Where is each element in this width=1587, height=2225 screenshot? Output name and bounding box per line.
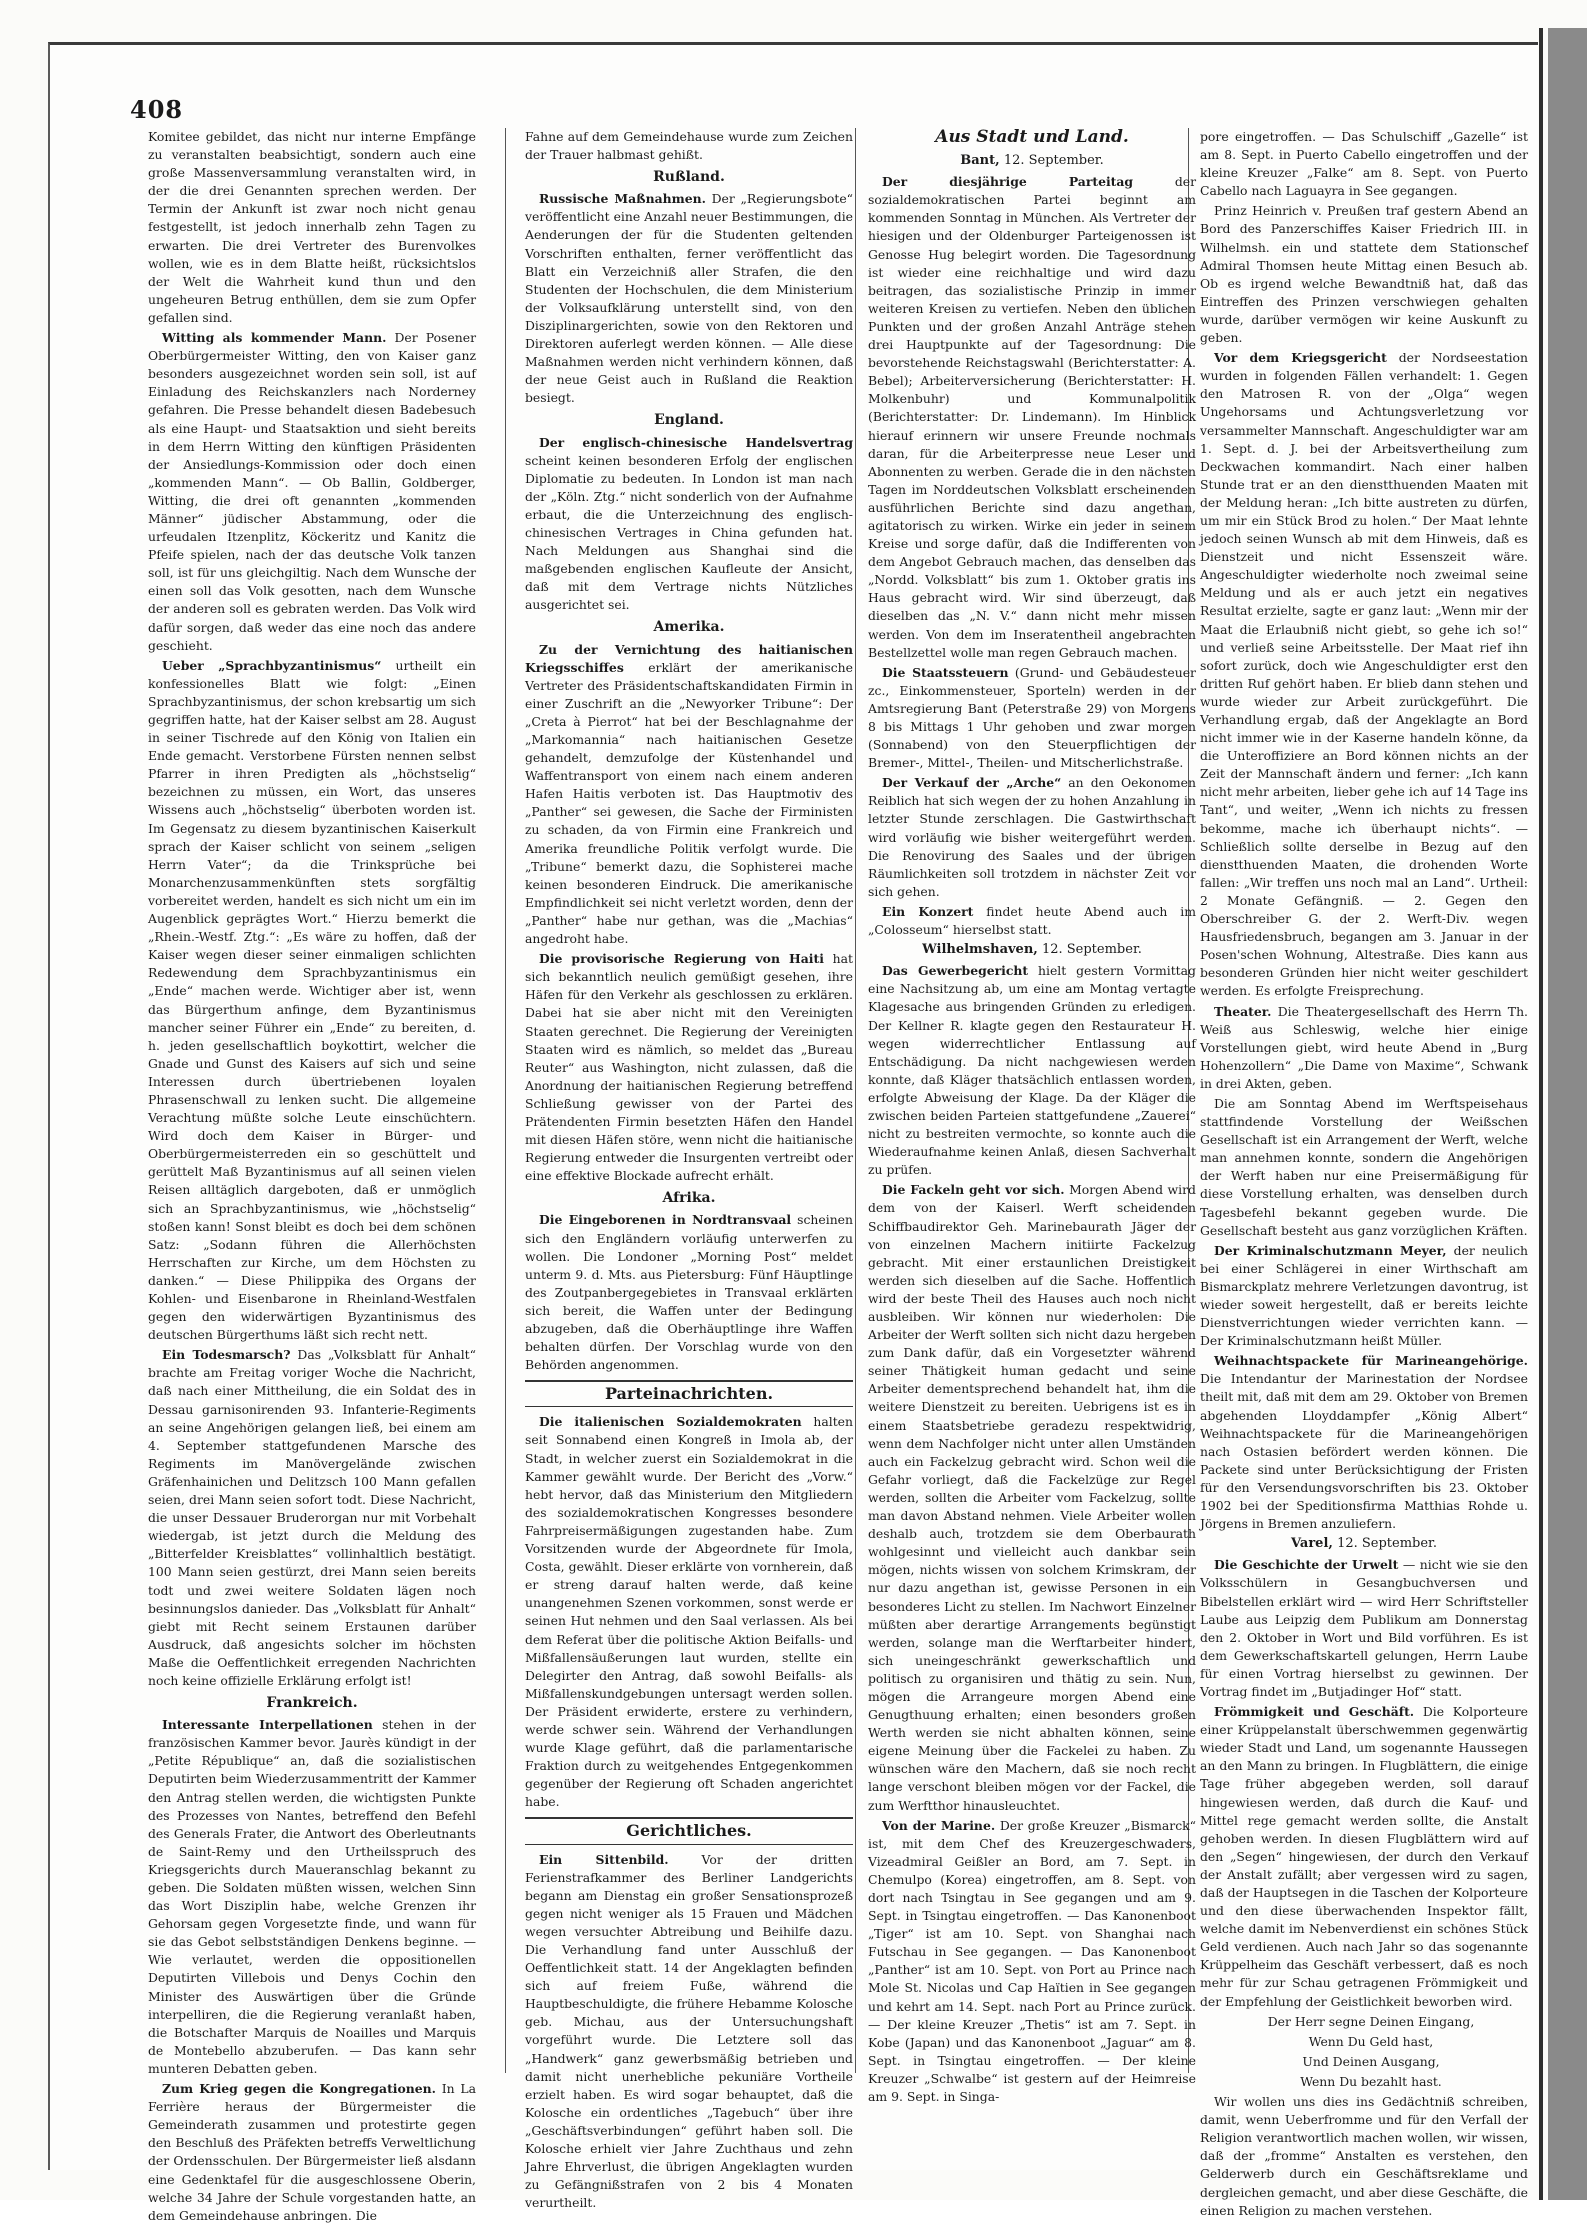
article-paragraph: [148, 657, 476, 1345]
article-paragraph: Die am Sonntag Abend im Werftspeisehaus stattfindende Vorstellung der Weißschen Gesellschaft ist ein Arrangement der Werft, welche man annehmen konnte, sondern die Angehörigen der Werft haben nur eine Preisermäßigung für diese Vorstellung erhalten, was denselben durch Tagesbefehl bekannt gegeben wurde. Die Gesellschaft besteht aus ganz vorzüglichen Kräften.: [1200, 1095, 1528, 1238]
verse-line: Wenn Du bezahlt hast.: [1300, 2073, 1442, 2089]
article-lead: Die italienischen Sozialdemokraten: [539, 1414, 802, 1430]
dateline: [1200, 1535, 1528, 1553]
dateline-date: 12. September.: [1003, 153, 1104, 169]
section-heading-gerichtliches: Gerichtliches.: [525, 1817, 853, 1844]
article-lead: Der diesjährige Parteitag: [882, 174, 1134, 190]
article-paragraph: [525, 1211, 853, 1374]
article-text: hat sich bekanntlich neulich gemüßigt gesehen, ihre Häfen für den Verkehr als geschlossen zu erklären. Dabei hat sie aber nicht mit den Vereinigten Staaten gerechnet. Die Regierung der Vereinigten Staaten wird es nämlich, so meldet das „Bureau Reuter“ aus Washington, nicht zulassen, daß die Anordnung der haitianischen Regierung betreffend Schließung gewisser von der Partei des Prätendenten Firmin besetzten Häfen den Handel mit diesen Häfen störe, wenn nicht die haitianische Regierung entweder die Insurgenten vertreibt oder eine effektive Blockade aufrecht erhält.: [525, 951, 853, 1184]
section-heading-russland: Rußland.: [653, 169, 725, 186]
article-paragraph: [868, 962, 1196, 1179]
article-paragraph: [525, 190, 853, 407]
verse-line: Und Deinen Ausgang,: [1302, 2053, 1440, 2069]
article-lead: Zum Krieg gegen die Kongregationen.: [162, 2081, 436, 2097]
article-lead: Der Kriminalschutzmann Meyer,: [1214, 1242, 1447, 1258]
verse-line: Der Herr segne Deinen Eingang,: [1267, 2013, 1475, 2029]
article-lead: Russische Maßnahmen.: [539, 191, 706, 207]
article-text: findet heute Abend auch im „Colosseum“ hierselbst statt.: [868, 903, 1196, 938]
section-heading-amerika: Amerika.: [653, 619, 725, 636]
article-text: scheint keinen besonderen Erfolg der englischen Diplomatie zu bedeuten. In London ist man nach der „Köln. Ztg.“ nicht sonderlich von der Aufnahme erbaut, die die Unterzeichnung des englisch-chinesischen Vertrages in China gefunden hat. Nach Meldungen aus Shanghai sind die maßgebenden englischen Kaufleute der Ansicht, daß mit dem Vertrage nichts Nützliches ausgerichtet sei.: [525, 452, 853, 613]
article-lead: Ein Konzert: [882, 903, 974, 919]
verse-line: Wenn Du Geld hast,: [1308, 2033, 1434, 2049]
article-lead: Ein Sittenbild.: [539, 1851, 669, 1867]
article-text: hielt gestern Vormittag eine Nachsitzung ab, um eine am Montag vertagte Klagesache aus bringenden Gründen zu erledigen. Der Kellner R. klagte gegen den Restaurateur H. wegen widerrechtlicher Entlassung auf Entschädigung. Da nicht nachgewiesen werden konnte, daß Kläger thatsächlich entlassen worden, erfolgte Abweisung der Klage. Da der Kläger die zwischen beiden Parteien stattgefundene „Zauerei“ nicht zu bestreiten vermochte, so konnte auch die Wiederaufnahme keinen Anlaß, diesen Sachverhalt zu prüfen.: [868, 963, 1196, 1178]
article-paragraph: Komitee gebildet, das nicht nur interne Empfänge zu veranstalten beabsichtigt, sondern auch eine große Massenversammlung veranstalten wird, in der die drei Genannten sprechen werden. Der Termin der Ankunft ist zwar noch nicht genau festgestellt, ist jedoch innerhalb zehn Tagen zu erwarten. Die drei Vertreter des Burenvolkes wollen, wie es in dem Blatte heißt, rücksichtslos der Welt die Wahrheit kund thun und den ungeheuren Betrug enthüllen, dem sie zum Opfer gefallen sind.: [148, 129, 476, 325]
article-paragraph: [148, 2080, 476, 2225]
article-paragraph: [1200, 1242, 1528, 1351]
article-paragraph: [1200, 1003, 1528, 1093]
article-paragraph: [525, 641, 853, 949]
article-paragraph: [525, 950, 853, 1185]
article-lead: Ein Todesmarsch?: [162, 1347, 291, 1363]
article-text: an den Oekonomen Reiblich hat sich wegen der zu hohen Anzahlung in letzter Stunde zerschlagen. Die Gastwirthschaft wird vorläufig wie bisher weitergeführt werden. Die Renovirung des Saales und der übrigen Räumlichkeiten soll trotzdem in nächster Zeit vor sich gehen.: [868, 775, 1196, 899]
column-4: [1200, 128, 1528, 2218]
article-paragraph: [868, 1817, 1196, 2107]
article-text: — nicht wie sie den Volksschülern in Gesangbuchversen und Bibelstellen erklärt wird — wird Herr Schriftsteller Laube aus Leipzig dem Publikum am Donnerstag den 2. Oktober in Wort und Bild vorführen. Es ist dem Gewerkschaftskartell gelungen, Herrn Laube für einen Vortrag hierselbst zu gewinnen. Der Vortrag findet im „Butjadinger Hof“ statt.: [1200, 1557, 1528, 1699]
article-lead: Das Gewerbegericht: [882, 963, 1029, 979]
section-header-aus-stadt-und-land: Aus Stadt und Land.: [935, 127, 1129, 147]
article-paragraph: Wir wollen uns dies ins Gedächtniß schreiben, damit, wenn Ueberfromme und für den Verfall der Religion verantwortlich machen wollen, wir wissen, daß der „fromme“ Anstalten es verstehen, den Gelderwerb durch ein Geschäftsreklame und dergleichen gemacht, und aber diese Geschäfte, die einen Religion zu machen verstehen.: [1200, 2094, 1528, 2218]
article-text: Morgen Abend wird dem von der Kaiserl. Werft scheidenden Schiffbaudirektor Geh. Marinebaurath Jäger der von einzelnen Machern initiirte Fackelzug gebracht. Mit einer erstaunlichen Dreistigkeit werden sich dieselben auf die Sache. Hoffentlich wird der beste Theil des Hauses auch noch nicht ausbleiben. Wir können nur wiederholen: Die Arbeiter der Werft sollten sich nicht dazu hergeben zum Dank dafür, daß ein Vorgesetzter während seiner Thätigkeit human gedacht und seine Arbeiter dementsprechend behandelt hat, ihm die weitere Dienstzeit zu bereiten. Uebrigens ist es in einem Staatsbetriebe geradezu respektwidrig, wenn dem Nachfolger nicht unter allen Umständen auch ein Fackelzug gebracht wird. Schon weil die Gefahr vorliegt, daß die Fackelzüge zur Regel werden, sollten die Arbeiter vom Fackelzug, sollte man davon Abstand nehmen. Viele Arbeiter wollen deshalb auch, trotzdem sie dem Oberbaurath wohlgesinnt und vielleicht auch dankbar sein mögen, nichts wissen von solchem Krimskram, der nur dazu angethan ist, gewisse Personen in ein besonderes Licht zu stellen. Im Nachwort Einzelner müßten aber derartige Arrangements begünstigt werden, solange man die Werftarbeiter hindert, sich uneingeschränkt gewerkschaftlich und politisch zu organisiren und thätig zu sein. Nun, mögen die Arrangeure morgen Abend eine Genugthuung erhalten; einen besonders großen Werth werden sie nicht abhalten können, seine eigene Meinung über die Fackelei zu haben. Zu wünschen wäre den Machern, daß sie noch recht lange verschont bleiben mögen vor der Fackel, die zum Werftthor hinausleuchtet.: [868, 1182, 1196, 1813]
article-paragraph: pore eingetroffen. — Das Schulschiff „Gazelle“ ist am 8. Sept. in Puerto Cabello eingetroffen und der kleine Kreuzer „Falke“ am 8. Sept. von Puerto Cabello nach Laguayra in See gegangen.: [1200, 129, 1528, 199]
article-paragraph: [148, 1346, 476, 1690]
article-text: Vor der dritten Ferienstrafkammer des Berliner Landgerichts begann am Dienstag ein großer Sensationsprozeß gegen nicht weniger als 15 Frauen und Mädchen wegen versuchter Abtreibung und Beihilfe dazu. Die Verhandlung fand unter Ausschluß der Oeffentlichkeit statt. 14 der Angeklagten befinden sich auf freiem Fuße, während die Hauptbeschuldigte, die frühere Hebamme Kolosche geb. Michau, aus der Untersuchungshaft vorgeführt wurde. Die Letztere soll das „Handwerk“ ganz gewerbsmäßig betrieben und damit nicht unerhebliche pekuniäre Vortheile erzielt haben. Es wird sogar behauptet, daß die Kolosche ein ordentliches „Tagebuch“ über ihre „Geschäftsverbindungen“ geführt haben soll. Die Kolosche erhielt vier Jahre Zuchthaus und zehn Jahre Ehrverlust, die übrigen Angeklagten wurden zu Gefängnißstrafen von 2 bis 4 Monaten verurtheilt.: [525, 1851, 853, 2211]
article-lead: Ueber „Sprachbyzantinismus“: [162, 657, 382, 673]
article-paragraph: [1200, 349, 1528, 1000]
article-text: Der große Kreuzer „Bismarck“ ist, mit dem Chef des Kreuzergeschwaders, Vizeadmiral Geißler an Bord, am 7. Sept. in Chemulpo (Korea) eingetroffen, am 8. Sept. von dort nach Tsingtau in See gegangen und am 9. Sept. in Tsingtau eingetroffen. — Das Kanonenboot „Tiger“ ist am 10. Sept. von Shanghai nach Futschau in See gegangen. — Das Kanonenboot „Panther“ ist am 10. Sept. von Port au Prince nach Mole St. Nicolas und Cap Haïtien in See gegangen und kehrt am 14. Sept. nach Port au Prince zurück. — Der kleine Kreuzer „Thetis“ ist am 7. Sept. in Kobe (Japan) und das Kanonenboot „Jaguar“ am 8. Sept. in Tsingtau eingetroffen. — Der kleine Kreuzer „Schwalbe“ ist gestern auf der Heimreise am 9. Sept. in Singa-: [868, 1817, 1196, 2105]
section-heading-england: England.: [654, 412, 724, 429]
article-lead: Weihnachtspackete für Marineangehörige.: [1214, 1353, 1528, 1369]
article-lead: Die Fackeln geht vor sich.: [882, 1182, 1065, 1198]
article-lead: Vor dem Kriegsgericht: [1214, 350, 1387, 366]
article-lead: Die provisorische Regierung von Haiti: [539, 951, 824, 967]
article-paragraph: [868, 173, 1196, 662]
dateline-place: Bant,: [960, 153, 1000, 169]
dateline: [868, 152, 1196, 170]
dateline-date: 12. September.: [1337, 1536, 1437, 1552]
article-lead: Theater.: [1214, 1003, 1272, 1019]
article-text: stehen in der französischen Kammer bevor. Jaurès kündigt in der „Petite République“ an, daß die sozialistischen Deputirten beim Wiederzusammentritt der Kammer den Antrag stellen werden, die wichtigsten Punkte des Prozesses von Nantes, betreffend den Befehl des Generals Frater, die Antwort des Oberleutnants de Saint-Remy und den Urtheilsspruch des Kriegsgerichts durch Maueranschlag bekannt zu geben. Die Soldaten müßten wissen, welchen Sinn das Wort Disziplin habe, welche Grenzen ihr Gehorsam gegen Vorgesetzte finde, und wann für sie das Gebot selbstständigen Denkens beginne. — Wie verlautet, werden die oppositionellen Deputirten Villebois und Denys Cochin den Minister des Auswärtigen über die Gründe interpelliren, die die Regierung veranlaßt haben, die Botschafter Marquis de Noailles und Marquis de Montebello abzuberufen. — Das kann sehr munteren Debatten geben.: [148, 1717, 476, 2076]
dateline-date: 12. September.: [1041, 942, 1142, 958]
article-paragraph: [525, 1413, 853, 1811]
section-heading-parteinachrichten: Parteinachrichten.: [525, 1380, 853, 1407]
article-paragraph: [868, 1181, 1196, 1814]
page-binding: [1548, 28, 1587, 2200]
article-paragraph: [1200, 1556, 1528, 1701]
article-lead: Die Staatssteuern: [882, 664, 1009, 680]
dateline-place: Varel,: [1291, 1536, 1333, 1552]
article-text: halten seit Sonnabend einen Kongreß in Imola ab, der Stadt, in welcher zuerst ein Sozialdemokrat in die Kammer gewählt wurde. Der Bericht des „Vorw.“ hebt hervor, daß das Ministerium den Mitgliedern des sozialdemokratischen Kongresses besondere Fahrpreisermäßigungen zugestanden habe. Zum Vorsitzenden wurde der Abgeordnete für Imola, Costa, gewählt. Dieser erklärte von vornherein, daß er streng darauf halten werde, daß keine unangenehmen Szenen vorkommen, sonst werde er seinen Hut nehmen und den Saal verlassen. Als bei dem Referat über die politische Aktion Beifalls- und Mißfallensäußerungen laut wurden, stellte ein Delegirter den Antrag, daß sowohl Beifalls- als Mißfallenskundgebungen untersagt werden sollen. Der Präsident erwiderte, erstere zu verhindern, werde schwer sein. Während der Verhandlungen wurde Klage geführt, daß die parlamentarische Fraktion durch zu weitgehendes Entgegenkommen gegenüber der Regierung oft Schaden angerichtet habe.: [525, 1414, 853, 1810]
article-lead: Der englisch-chinesische Handelsvertrag: [539, 434, 853, 450]
article-text: urtheilt ein konfessionelles Blatt wie folgt: „Einen Sprachbyzantinismus, der schon krebsartig um sich gegriffen hatte, hat der Kaiser selbst am 28. August in seiner Tischrede auf den König von Italien ein Ende gemacht. Verstorbene Fürsten nennen selbst Pfarrer in ihren Predigten als „höchstselig“ bezeichnen zu müssen, ein Wort, das unseres Wissens auch „höchstselig“ überboten worden ist. Im Gegensatz zu diesem byzantinischen Kaiserkult sprach der Kaiser schlicht von seinem „seligen Herrn Vater“; da die Trinksprüche bei Monarchenzusammenkünften stets sorgfältig vorbereitet werden, handelt es sich nicht um ein im Augenblick geprägtes Wort.“ Hierzu bemerkt die „Rhein.-Westf. Ztg.“: „Es wäre zu hoffen, daß der Kaiser wegen dieser seiner einmaligen schlichten Redewendung dem Sprachbyzantinismus ein „Ende“ machen werde. Wichtiger aber ist, wenn das Bürgerthum anfinge, dem Byzantinismus mancher seiner Führer ein „Ende“ zu bereiten, d. h. jeden gesellschaftlich boykottirt, welcher die Gnade und Gunst des Kaisers auf sich und seine Interessen durch übertriebenen loyalen Phrasenschwall zu lenken sucht. Die allgemeine Verachtung müßte solche Leute einschüchtern. Wird doch dem Kaiser in Bürger- und Oberbürgermeisterreden ein so geschüttelt und gerüttelt Maß Byzantinismus auf all seinen vielen Reisen alltäglich dargeboten, daß er unmöglich sich an Sprachbyzantinismus, wie „höchstselig“ stoßen kann! Sonst bleibt es doch bei dem schönen Satz: „Sodann führen die Allerhöchsten Herrschaften zur Kirche, um dem Höchsten zu danken.“ — Diese Philippika des Organs der Kohlen- und Eisenbarone in Rheinland-Westfalen gegen den widerwärtigen Byzantinismus des deutschen Bürgerthums läßt sich recht nett.: [148, 657, 476, 1343]
column-2: [525, 128, 853, 2211]
article-lead: Die Geschichte der Urwelt: [1214, 1557, 1399, 1573]
article-text: Der „Regierungsbote“ veröffentlicht eine Anzahl neuer Bestimmungen, die Aenderungen der für die Studenten geltenden Vorschriften enthalten, ferner veröffentlicht das Blatt ein Verzeichniß aller Strafen, die den Studenten der Hochschulen, die dem Ministerium der Volksaufklärung unterstellt sind, von den Disziplinargerichten, sowie von den Rektoren und Direktoren auferlegt werden können. — Alle diese Maßnahmen werden nicht verhindern können, daß der neue Geist auch in Rußland die Reaktion besiegt.: [525, 191, 853, 406]
article-text: erklärt der amerikanische Vertreter des Präsidentschaftskandidaten Firmin in einer Zuschrift an die „Newyorker Tribune“: Der „Creta à Pierrot“ hat bei der Beschlagnahme der „Markomannia“ nach haitianischen Gesetze gehandelt, demzufolge der Küstenhandel und Waffentransport von einem nach einem anderen Hafen Haitis verboten ist. Das Hauptmotiv des „Panther“ sei gewesen, die Sache der Firministen zu schaden, da von Firmin eine Frankreich und Amerika freundliche Politik verfolgt wurde. Die „Tribune“ bemerkt dazu, die Sophisterei mache keinen besonderen Eindruck. Die amerikanische Empfindlichkeit sei nicht verletzt worden, denn der „Panther“ habe nur gethan, was die „Machias“ angedroht habe.: [525, 659, 853, 947]
article-text: (Grund- und Gebäudesteuer zc., Einkommensteuer, Sporteln) werden in der Amtsregierung Bant (Peterstraße 29) von Morgens 8 bis Mittags 1 Uhr gehoben und zwar morgen (Sonnabend) von den Steuerpflichtigen der Bremer-, Mittel-, Theilen- und Mitscherlichstraße.: [868, 664, 1196, 771]
column-3: [868, 127, 1196, 2105]
column-rule: [855, 128, 856, 2073]
article-lead: Zu der Vernichtung des haitianischen Kriegsschiffes: [525, 641, 853, 675]
article-lead: Von der Marine.: [882, 1817, 996, 1833]
article-text: Die Intendantur der Marinestation der Nordsee theilt mit, daß mit dem am 29. Oktober von Bremen abgehenden Lloyddampfer „König Albert“ Weihnachtspackete für die Marineangehörigen nach Ostasien befördert werden können. Die Packete sind unter Berücksichtigung der Fristen für den Versendungsvorschriften bis 23. Oktober 1902 bei der Speditionsfirma Matthias Rohde u. Jörgens in Bremen anzuliefern.: [1200, 1371, 1528, 1532]
article-text: Die Theatergesellschaft des Herrn Th. Weiß aus Schleswig, welche hier einige Vorstellungen giebt, wird heute Abend in „Burg Hohenzollern“ „Die Dame von Maxime“, Schwank in drei Akten, geben.: [1200, 1003, 1528, 1091]
article-text: In La Ferrière heraus der Bürgermeister die Gemeinderath zusammen und protestirte gegen den Beschluß des Präfekten betreffs Verweltlichung der Ordensschulen. Der Bürgermeister ließ alsdann eine Gedenktafel für die ausgeschlossene Oberin, welche 34 Jahre der Schule vorgestanden hatte, an dem Gemeindehause anbringen. Die: [148, 2081, 476, 2223]
dateline: [868, 941, 1196, 959]
article-lead: Witting als kommender Mann.: [162, 330, 387, 346]
article-paragraph: [1200, 1352, 1528, 1533]
article-paragraph: [868, 774, 1196, 901]
column-1: [148, 128, 476, 2223]
page-number: 408: [130, 95, 184, 124]
article-paragraph: [868, 664, 1196, 773]
article-paragraph: [148, 329, 476, 655]
column-rule: [505, 128, 506, 2073]
article-paragraph: Prinz Heinrich v. Preußen traf gestern Abend an Bord des Panzerschiffes Kaiser Friedrich III. in Wilhelmsh. ein und stattete dem Stationschef Admiral Thomsen heute Mittag einen Besuch ab. Ob es irgend welche Bewandtniß hat, daß das Eintreffen des Prinzen verschwiegen gehalten wurde, darüber vermögen wir keine Auskunft zu geben.: [1200, 203, 1528, 346]
article-paragraph: [148, 1716, 476, 2078]
article-lead: Die Eingeborenen in Nordtransvaal: [539, 1212, 792, 1228]
binding-edge: [1539, 28, 1543, 2200]
article-lead: Interessante Interpellationen: [162, 1717, 373, 1733]
article-text: Das „Volksblatt für Anhalt“ brachte am Freitag voriger Woche die Nachricht, daß nach einer Mittheilung, die ein Soldat des in Dessau garnisonirenden 93. Infanterie-Regiments an seine Angehörigen gelangen ließ, bei einem am 4. September stattgefundenen Marsche des Regiments im Manövergelände zwischen Gräfenhainichen und Delitzsch 100 Mann gefallen seien, drei Mann seien sofort todt. Diese Nachricht, die unser Dessauer Bruderorgan nur mit Vorbehalt wiedergab, ist jetzt durch die Meldung des „Bitterfelder Kreisblattes“ vollinhaltlich bestätigt. 100 Mann seien gestürzt, drei Mann seien bereits todt und zwei weitere Soldaten lägen noch besinnungslos danieder. Das „Volksblatt für Anhalt“ giebt mit Recht seinem Erstaunen darüber Ausdruck, daß angesichts solcher im höchsten Maße die Oeffentlichkeit erregenden Nachrichten noch keine offizielle Erklärung erfolgt ist!: [148, 1347, 476, 1688]
article-paragraph: [1200, 1703, 1528, 2011]
article-paragraph: Fahne auf dem Gemeindehause wurde zum Zeichen der Trauer halbmast gehißt.: [525, 129, 853, 163]
dateline-place: Wilhelmshaven,: [922, 942, 1038, 958]
article-text: Der Posener Oberbürgermeister Witting, den von Kaiser ganz besonders ausgezeichnet worden sein soll, ist auf Einladung des Reichskanzlers nach Norderney gefahren. Die Presse behandelt diesen Badebesuch als eine Haupt- und Staatsaktion und sieht bereits in dem Herrn Witting den künftigen Präsidenten der Ansiedlungs-Kommission oder doch einen „kommenden Mann“. — Ob Ballin, Goldberger, Witting, die drei oft genannten „kommenden Männer“ jüdischer Abstammung, oder die urfeudalen Itzenplitz, Köckeritz und Kanitz die Pfeife spielen, nach der das deutsche Volk tanzen soll, ist für uns gleichgiltig. Nach dem Wunsche der einen soll das Volk gesotten, nach dem Wunsche der anderen soll es gebraten werden. Das Volk wird dafür sorgen, daß weder das eine noch das andere geschieht.: [148, 330, 476, 653]
article-text: der Nordseestation wurden in folgenden Fällen verhandelt: 1. Gegen den Matrosen R. von der „Olga“ wegen Ungehorsams und Achtungsverletzung vor versammelter Mannschaft. Angeschuldigter war am 1. Sept. d. J. bei der Arbeitsvertheilung zum Deckwachen kommandirt. Nach einer halben Stunde trat er an den dienstthuenden Maaten mit der Meldung heran: „Ich bitte austreten zu dürfen, um mir ein Stück Brod zu holen.“ Der Maat lehnte jedoch seinen Wunsch ab mit dem Hinweis, daß es Dienstzeit und nicht Essenszeit wäre. Angeschuldigter wiederholte noch zweimal seine Meldung und als er auch jetzt ein negatives Resultat erzielte, sagte er ganz laut: „Wenn mir der Maat die Erlaubniß nicht giebt, so gehe ich so!“ und verließ seine Arbeitsstelle. Der Maat rief ihn sofort zurück, doch wie Angeschuldigter erst den dritten Ruf gehört haben. Er blieb dann stehen und wurde wieder zur Arbeit zurückgeführt. Die Verhandlung ergab, daß der Angeklagte an Bord nicht immer wie in der Kaserne handeln könne, da die Unteroffiziere an Bord können nichts an der Zeit der Mannschaft ändern und ferner: „Ich kann nicht mehr arbeiten, lieber gehe ich auf 14 Tage ins Tant“, und weiter, „Wenn ich nichts zu fressen bekomme, mache ich überhaupt nichts“. — Schließlich sollte derselbe in Bezug auf den dienstthuenden Maaten, die drohenden Worte fallen: „Wir treffen uns noch mal an Land“. Urtheil: 2 Monate Gefängniß. — 2. Gegen den Oberschreiber G. der 2. Werft-Div. wegen Hausfriedensbruch, begangen am 3. Januar in der Posen'schen Wohnung, Altestraße. Dies kann aus besonderen Gründen hier nicht weiter geschildert werden. Es erfolgte Freisprechung.: [1200, 350, 1528, 999]
article-text: scheinen sich den Engländern vorläufig unterwerfen zu wollen. Die Londoner „Morning Post“ meldet unterm 9. d. Mts. aus Pietersburg: Fünf Häuptlinge des Zoutpanbergegebietes in Transvaal erklärten sich bereit, die Waffen unter der Bedingung abzugeben, daß die Oberhäuptlinge ihre Waffen behalten dürfen. Der Vorschlag wurde von den Behörden angenommen.: [525, 1212, 853, 1373]
article-text: Die Kolporteure einer Krüppelanstalt überschwemmen gegenwärtig wieder Stadt und Land, um sogenannte Haussegen an den Mann zu bringen. In Flugblättern, die einige Tage früher abgegeben werden, soll darauf hingewiesen werden, daß durch die Kauf- und Mittel rege gemacht werden sollte, die Anstalt gehoben werden. In diesen Flugblättern wird auf den „Segen“ hingewiesen, der durch den Verkauf der Anstalt zufällt; aber vergessen wird zu sagen, daß der Hauptsegen in die Taschen der Kolporteure und den diese überwachenden Inspektor fällt, welche damit im Nebenverdienst ein schönes Stück Geld verdienen. Auch nach Jahr so das sogenannte Krüppelheim das Geschäft verbessert, daß es noch mehr für zur Schau getragenen Frömmigkeit und der Empfehlung der Geistlichkeit beworben wird.: [1200, 1704, 1528, 2009]
article-paragraph: [525, 434, 853, 615]
article-lead: Der Verkauf der „Arche“: [882, 775, 1062, 791]
article-text: der sozialdemokratischen Partei beginnt am kommenden Sonntag in München. Als Vertreter der hiesigen und der Oldenburger Parteigenossen ist Genosse Hug belegirt worden. Die Tagesordnung ist wieder eine reichhaltige und wird dazu beitragen, das sozialistische Prinzip in immer weiteren Kreisen zu vertiefen. Neben den üblichen Punkten und der großen Anzahl Anträge stehen drei Hauptpunkte auf der Tagesordnung: Die bevorstehende Reichstagswahl (Berichterstatter: A. Bebel); Arbeiterversicherung (Berichterstatter: H. Molkenbuhr) und Kommunalpolitik (Berichterstatter: Dr. Lindemann). Im Hinblick hierauf erinnern wir unsere Freunde nochmals daran, für die Arbeiterpresse neue Leser und Abonnenten zu werben. Gerade die in den nächsten Tagen im Norddeutschen Volksblatt erscheinenden ausführlichen Berichte sind dazu angethan, agitatorisch zu wirken. Wirke ein jeder in seinem Kreise und sorge dafür, daß die Indifferenten von dem Angebot Gebrauch machen, das denselben das „Nordd. Volksblatt“ bis zum 1. Oktober gratis ins Haus gebracht wird. Wir sind überzeugt, daß dieselben das „N. V.“ dann nicht mehr missen werden. Von dem im Inseratentheil angebrachten Bestellzettel wolle man regen Gebrauch machen.: [868, 174, 1196, 660]
article-paragraph: [525, 1851, 853, 2213]
article-text: der neulich bei einer Schlägerei in einer Wirthschaft am Bismarckplatz mehrere Verletzungen davontrug, ist wieder soweit hergestellt, daß er bereits leichte Dienstverrichtungen wieder verrichten kann. — Der Kriminalschutzmann heißt Müller.: [1200, 1242, 1528, 1349]
section-heading-afrika: Afrika.: [662, 1190, 716, 1207]
article-lead: Frömmigkeit und Geschäft.: [1214, 1704, 1415, 1720]
article-paragraph: [868, 903, 1196, 939]
section-heading-frankreich: Frankreich.: [266, 1695, 358, 1712]
